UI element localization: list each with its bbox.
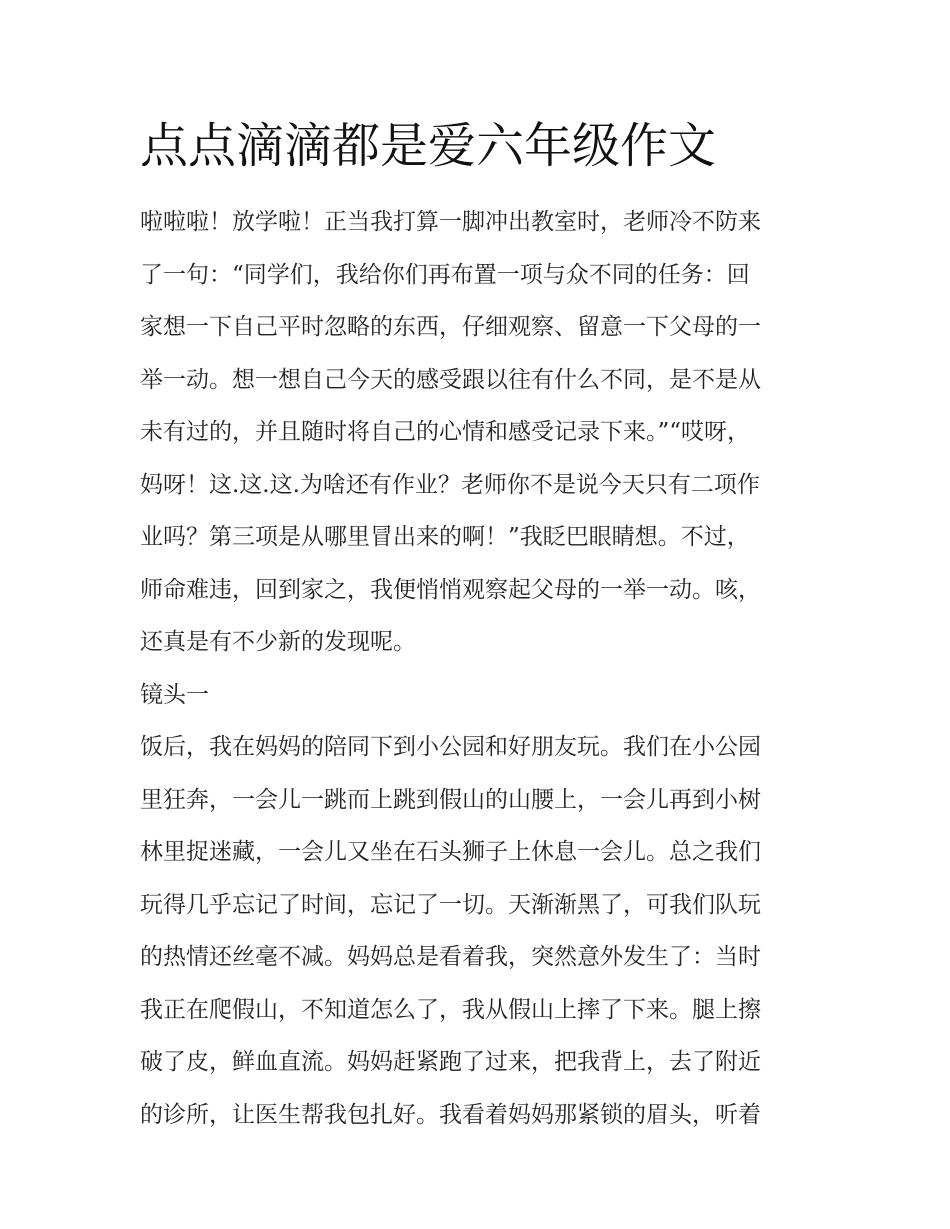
section-heading: 镜头一 xyxy=(140,681,209,708)
text-line: 破了皮，鲜血直流。妈妈赶紧跑了过来，把我背上，去了附近 xyxy=(140,1049,761,1075)
text-line: 我正在爬假山，不知道怎么了，我从假山上摔了下来。腿上擦 xyxy=(140,996,761,1023)
text-line: 家想一下自己平时忽略的东西，仔细观察、留意一下父母的一 xyxy=(140,314,761,340)
text-line: 举一动。想一想自己今天的感受跟以往有什么不同，是不是从 xyxy=(140,366,761,393)
document-title: 点点滴滴都是爱六年级作文 xyxy=(140,118,717,174)
text-line: 妈呀！这.这.这.为啥还有作业？老师你不是说今天只有二项作 xyxy=(140,471,760,498)
text-line: 啦啦啦！放学啦！正当我打算一脚冲出教室时，老师冷不防来 xyxy=(140,209,761,235)
document-body xyxy=(140,196,812,1141)
text-line: 饭后，我在妈妈的陪同下到小公园和好朋友玩。我们在小公园 xyxy=(140,734,761,760)
text-line: 了一句：“同学们，我给你们再布置一项与众不同的任务：回 xyxy=(140,261,750,288)
text-line: 的热情还丝毫不减。妈妈总是看着我，突然意外发生了：当时 xyxy=(140,944,761,970)
text-line: 还真是有不少新的发现呢。 xyxy=(140,629,416,655)
text-line: 里狂奔，一会儿一跳而上跳到假山的山腰上，一会儿再到小树 xyxy=(140,786,761,813)
text-line: 玩得几乎忘记了时间，忘记了一切。天渐渐黑了，可我们队玩 xyxy=(140,891,761,918)
text-line: 的诊所，让医生帮我包扎好。我看着妈妈那紧锁的眉头，听着 xyxy=(140,1101,761,1128)
text-line: 业吗？第三项是从哪里冒出来的啊！”我眨巴眼睛想。不过， xyxy=(140,524,750,550)
text-line: 未有过的，并且随时将自己的心情和感受记录下来。”“哎呀， xyxy=(140,419,751,445)
text-line: 师命难违，回到家之，我便悄悄观察起父母的一举一动。咳， xyxy=(140,576,761,603)
text-line: 林里捉迷藏，一会儿又坐在石头狮子上休息一会儿。总之我们 xyxy=(140,839,761,865)
